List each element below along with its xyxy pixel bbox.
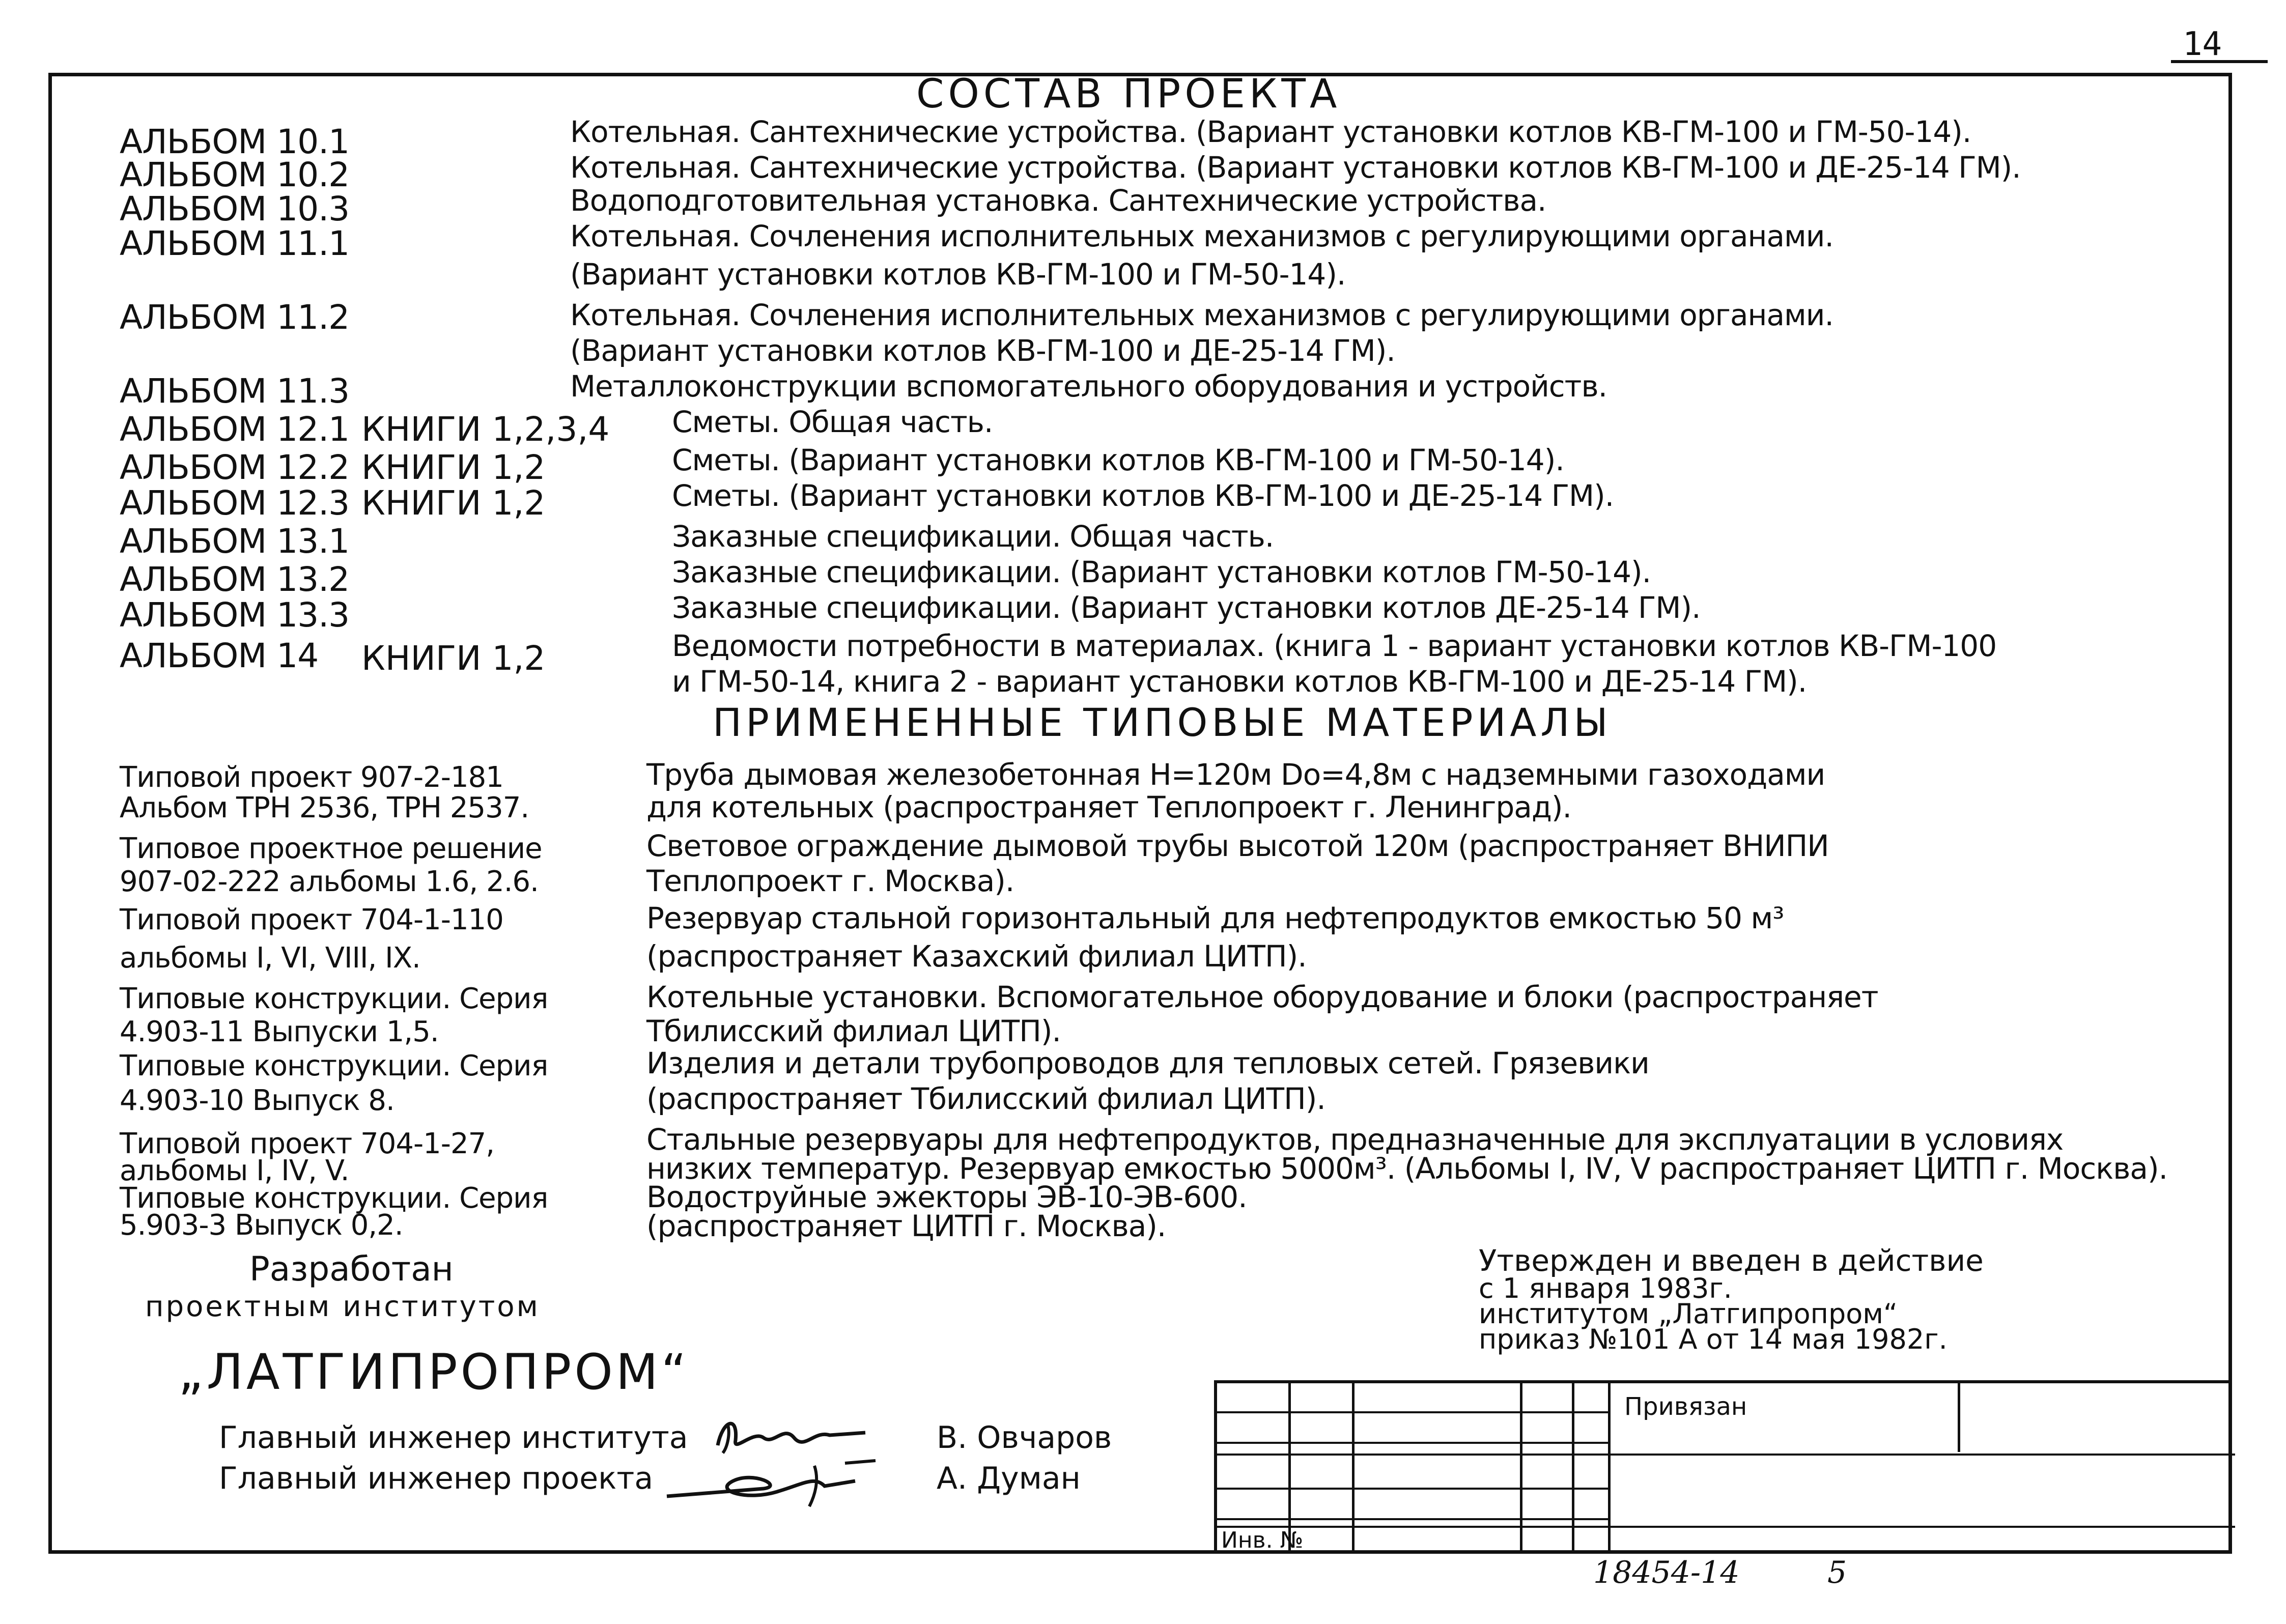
album-label: АЛЬБОМ 13.3: [120, 595, 350, 635]
album-desc: Котельная. Сантехнические устройства. (Вариант установки котлов КВ-ГМ-100 и ГМ-50-14).: [570, 115, 1971, 149]
album-desc: и ГМ-50-14, книга 2 - вариант установки котлов КВ-ГМ-100 и ДЕ-25-14 ГМ).: [672, 664, 1807, 699]
album-desc: Котельная. Сантехнические устройства. (Вариант установки котлов КВ-ГМ-100 и ДЕ-25-14 ГМ).: [570, 150, 2021, 185]
album-label: АЛЬБОМ 10.1: [120, 122, 350, 161]
material-ref: Типовой проект 704-1-27,: [120, 1127, 495, 1160]
material-ref: Типовой проект 704-1-110: [120, 903, 503, 936]
material-desc: низких температур. Резервуар емкостью 5000м³. (Альбомы I, IV, V распространяет ЦИТП г. Москва).: [646, 1151, 2168, 1186]
inv-no-label: Инв. №: [1221, 1527, 1304, 1553]
signature-ovcharov: [708, 1410, 926, 1461]
title-block-row-line: [1217, 1411, 1608, 1413]
title-block-divider: [1520, 1383, 1522, 1554]
title-block-divider: [1572, 1383, 1574, 1554]
album-desc: Сметы. Общая часть.: [672, 405, 993, 439]
album-label: АЛЬБОМ 13.1: [120, 522, 350, 561]
album-books: КНИГИ 1,2,3,4: [361, 410, 610, 449]
album-desc: Котельная. Сочленения исполнительных механизмов с регулирующими органами.: [570, 298, 1833, 332]
material-ref: 5.903-3 Выпуск 0,2.: [120, 1209, 403, 1242]
material-desc: Труба дымовая железобетонная Н=120м Do=4,8м с надземными газоходами: [646, 757, 1825, 792]
title-block-divider: [1352, 1383, 1354, 1554]
material-ref: 4.903-10 Выпуск 8.: [120, 1084, 394, 1117]
material-desc: Резервуар стальной горизонтальный для нефтепродуктов емкостью 50 м³: [646, 901, 1784, 935]
album-label: АЛЬБОМ 12.3: [120, 483, 350, 523]
material-desc: Теплопроект г. Москва).: [646, 864, 1014, 898]
album-label: АЛЬБОМ 11.1: [120, 224, 350, 263]
material-desc: Котельные установки. Вспомогательное оборудование и блоки (распространяет: [646, 980, 1878, 1014]
material-desc: Тбилисский филиал ЦИТП).: [646, 1014, 1061, 1048]
page-number: 5: [1827, 1555, 1847, 1590]
institute-name: „ЛАТГИПРОПРОМ“: [178, 1344, 690, 1401]
sheet-number: 14: [2183, 25, 2222, 63]
album-desc: Сметы. (Вариант установки котлов КВ-ГМ-100 и ДЕ-25-14 ГМ).: [672, 478, 1614, 513]
material-desc: Водоструйные эжекторы ЭВ-10-ЭВ-600.: [646, 1180, 1247, 1214]
album-desc: Водоподготовительная установка. Сантехнические устройства.: [570, 183, 1546, 218]
album-label: АЛЬБОМ 14: [120, 636, 319, 675]
album-desc: Заказные спецификации. (Вариант установки котлов ДЕ-25-14 ГМ).: [672, 590, 1701, 625]
material-ref: альбомы I, VI, VIII, IX.: [120, 942, 420, 975]
approved-line: приказ №101 А от 14 мая 1982г.: [1479, 1323, 1948, 1355]
approved-line: Утвержден и введен в действие: [1479, 1243, 1984, 1278]
materials-title: ПРИМЕНЕННЫЕ ТИПОВЫЕ МАТЕРИАЛЫ: [713, 700, 1612, 745]
album-books: КНИГИ 1,2: [361, 448, 546, 487]
developed-label: Разработан: [249, 1249, 454, 1289]
album-books: КНИГИ 1,2: [361, 639, 546, 678]
title-block-row-line: [1217, 1488, 1608, 1490]
album-desc: (Вариант установки котлов КВ-ГМ-100 и ГМ-50-14).: [570, 257, 1346, 292]
approved-line: с 1 января 1983г.: [1479, 1272, 1732, 1304]
title-block-divider: [1608, 1383, 1611, 1554]
album-label: АЛЬБОМ 12.2: [120, 448, 350, 487]
album-label: АЛЬБОМ 11.2: [120, 298, 350, 337]
title-block-row-line: [1217, 1442, 1608, 1444]
album-desc: (Вариант установки котлов КВ-ГМ-100 и ДЕ-25-14 ГМ).: [570, 333, 1395, 368]
material-desc: для котельных (распространяет Теплопроект г. Ленинград).: [646, 790, 1571, 824]
album-label: АЛЬБОМ 13.2: [120, 560, 350, 599]
material-desc: Световое ограждение дымовой трубы высотой 120м (распространяет ВНИПИ: [646, 829, 1829, 863]
album-desc: Сметы. (Вариант установки котлов КВ-ГМ-100 и ГМ-50-14).: [672, 443, 1564, 477]
album-desc: Металлоконструкции вспомогательного оборудования и устройств.: [570, 369, 1607, 404]
album-label: АЛЬБОМ 10.3: [120, 189, 350, 229]
material-ref: 907-02-222 альбомы 1.6, 2.6.: [120, 865, 539, 898]
developed-institute-label: проектным институтом: [145, 1290, 540, 1323]
album-desc: Котельная. Сочленения исполнительных механизмов с регулирующими органами.: [570, 219, 1833, 253]
title-block-divider: [1958, 1383, 1960, 1452]
page-title: СОСТАВ ПРОЕКТА: [916, 71, 1341, 117]
title-block-row-line: [1217, 1526, 2235, 1528]
material-ref: Типовые конструкции. Серия: [120, 1049, 548, 1082]
material-desc: (распространяет Тбилисский филиал ЦИТП).: [646, 1081, 1325, 1116]
material-ref: 4.903-11 Выпуски 1,5.: [120, 1015, 439, 1048]
title-block: [1214, 1380, 2232, 1554]
material-ref: Типовой проект 907-2-181: [120, 761, 503, 794]
material-ref: Типовые конструкции. Серия: [120, 1182, 548, 1215]
privyazan-label: Привязан: [1624, 1392, 1747, 1421]
engineer-role: Главный инженер института: [219, 1420, 688, 1456]
material-ref: Типовые конструкции. Серия: [120, 982, 548, 1015]
material-ref: Типовое проектное решение: [120, 832, 542, 865]
album-label: АЛЬБОМ 11.3: [120, 372, 350, 411]
material-ref: альбомы I, IV, V.: [120, 1154, 349, 1187]
material-desc: Стальные резервуары для нефтепродуктов, предназначенные для эксплуатации в условиях: [646, 1122, 2064, 1157]
album-label: АЛЬБОМ 10.2: [120, 155, 350, 194]
title-block-row-line: [1217, 1454, 2235, 1456]
engineer-role: Главный инженер проекта: [219, 1461, 654, 1496]
material-desc: (распространяет ЦИТП г. Москва).: [646, 1209, 1166, 1243]
title-block-row-line: [1217, 1518, 1608, 1520]
archive-code: 18454-14: [1593, 1555, 1740, 1590]
approved-line: институтом „Латгипропром“: [1479, 1298, 1898, 1330]
album-desc: Заказные спецификации. (Вариант установки котлов ГМ-50-14).: [672, 555, 1651, 589]
album-label: АЛЬБОМ 12.1: [120, 410, 350, 449]
engineer-name: А. Думан: [937, 1461, 1081, 1496]
material-desc: Изделия и детали трубопроводов для тепловых сетей. Грязевики: [646, 1046, 1649, 1080]
material-desc: (распространяет Казахский филиал ЦИТП).: [646, 939, 1307, 974]
album-desc: Ведомости потребности в материалах. (книга 1 - вариант установки котлов КВ-ГМ-100: [672, 629, 1997, 663]
album-books: КНИГИ 1,2: [361, 483, 546, 523]
signature-duman: [662, 1456, 926, 1512]
material-ref: Альбом ТРН 2536, ТРН 2537.: [120, 791, 529, 824]
engineer-name: В. Овчаров: [937, 1420, 1112, 1456]
album-desc: Заказные спецификации. Общая часть.: [672, 519, 1274, 554]
